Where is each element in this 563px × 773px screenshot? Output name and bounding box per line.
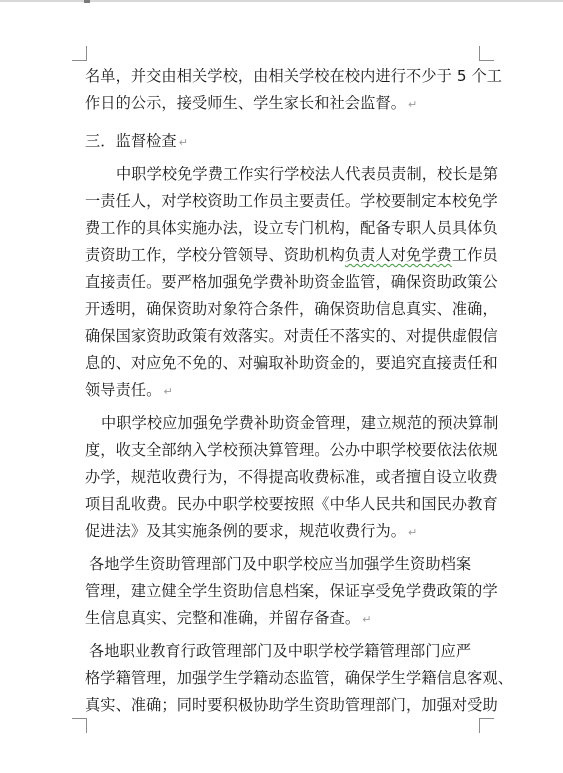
paragraph-publicity (85, 63, 503, 117)
text-line: 开透明，确保资助对象符合条件，确保资助信息真实、准确， (85, 300, 498, 318)
text-line: 各地职业教育行政管理部门及中职学校学籍管理部门应严 (89, 642, 472, 660)
text-line: 项目乱收费。民办中职学校要按照《中华人民共和国民办教育 (85, 495, 498, 513)
text-line: 确保国家资助政策有效落实。对责任不落实的、对提供虚假信 (85, 327, 498, 345)
document-body[interactable] (85, 63, 514, 718)
text-line: 名单，并交由相关学校，由相关学校在校内进行不少于 5 个工 (85, 67, 503, 85)
margin-corner-top-left (72, 46, 87, 61)
text-line: 费工作的具体实施办法，设立专门机构，配备专职人员具体负 (85, 219, 498, 237)
text-line: 各地学生资助管理部门及中职学校应当加强学生资助档案 (89, 555, 472, 573)
paragraph-mark-icon: ↵ (362, 613, 372, 626)
paragraph-responsibility (85, 161, 499, 404)
grammar-check-underline[interactable]: 负责人对免学费 (344, 246, 452, 264)
margin-corner-bottom-left (72, 718, 87, 733)
text-line: 促进法》及其实施条例的要求，规范收费行为。 ↵ (85, 522, 418, 540)
text-line: 管理，建立健全学生资助信息档案，保证享受免学费政策的学 (85, 582, 498, 600)
text-line: 息的、对应免不免的、对骗取补助资金的，要追究直接责任和 (85, 354, 498, 372)
text-line: 格学籍管理，加强学生学籍动态监管，确保学生学籍信息客观、 (85, 669, 514, 687)
text-line: 真实、准确；同时要积极协助学生资助管理部门，加强对受助 (85, 696, 498, 714)
text-line: 责资助工作，学校分管领导、资助机构负责人对免学费工作员 (85, 246, 498, 264)
text-line: 作日的公示，接受师生、学生家长和社会监督。 ↵ (85, 94, 418, 112)
paragraph-mark-icon: ↵ (163, 385, 173, 398)
section-heading: 三．监督检查 ↵ (85, 132, 189, 150)
paragraph-enrollment-management (85, 638, 514, 719)
text-line: 办学，规范收费行为，不得提高收费标准，或者擅自设立收费 (85, 468, 498, 486)
text-line: 度，收支全部纳入学校预决算管理。公办中职学校要依法依规 (85, 441, 498, 459)
paragraph-mark-icon: ↵ (408, 98, 418, 111)
paragraph-fund-management (85, 410, 499, 545)
margin-corner-top-right (479, 46, 494, 61)
paragraph-archive-management (85, 551, 498, 632)
margin-corner-bottom-right (479, 718, 494, 733)
text-line: 一责任人，对学校资助工作员主要责任。学校要制定本校免学 (85, 192, 498, 210)
text-line: 直接责任。要严格加强免学费补助资金监管，确保资助政策公 (85, 273, 498, 291)
text-line: 中职学校免学费工作实行学校法人代表员责制，校长是第 (116, 165, 499, 183)
ruler-marker (84, 0, 90, 3)
text-line: 生信息真实、完整和准确，并留存备查。 ↵ (85, 609, 372, 627)
text-line: 中职学校应加强免学费补助资金管理，建立规范的预决算制 (101, 414, 499, 432)
paragraph-mark-icon: ↵ (178, 136, 189, 149)
text-line: 领导责任。 ↵ (85, 381, 173, 399)
paragraph-mark-icon: ↵ (408, 526, 418, 539)
